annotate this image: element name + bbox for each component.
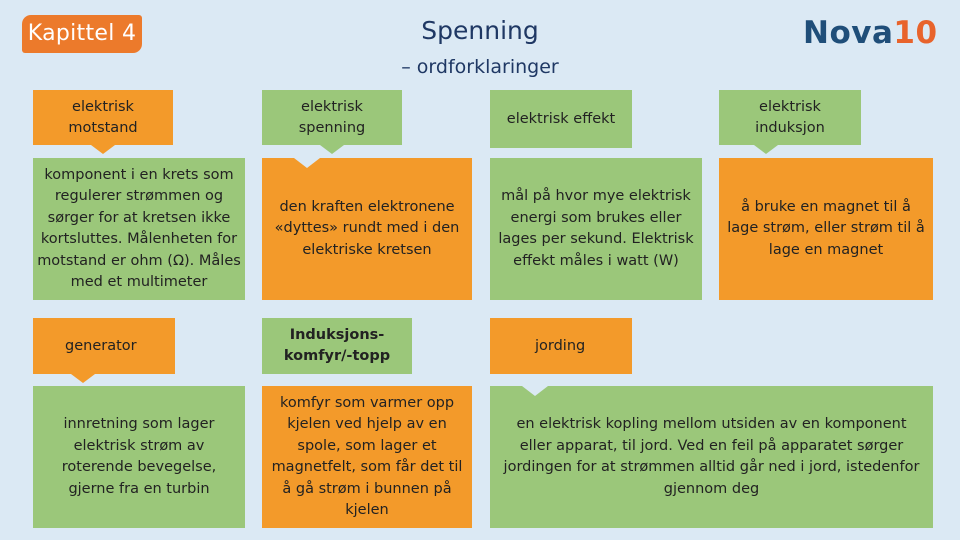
term-pointer: [91, 145, 115, 154]
term-pointer: [320, 145, 344, 154]
term-generator: [33, 318, 175, 374]
definition-text: innretning som lager elektrisk strøm av roterende bevegelse, gjerne fra en turbin: [61, 416, 217, 497]
chapter-badge: Kapittel 4: [22, 15, 142, 53]
definition-notch: [294, 158, 320, 168]
nova-logo: [803, 15, 938, 55]
term-elektrisk-induksjon: [719, 90, 861, 145]
definition-notch: [522, 386, 548, 396]
definition-text: den kraften elektronene «dyttes» rundt med i den elektriske kretsen: [274, 198, 460, 258]
definition-elektrisk-effekt: [490, 158, 702, 300]
term-label: elektrisk motstand: [68, 98, 138, 136]
logo-text: Nova: [803, 15, 894, 51]
term-label: generator: [65, 337, 137, 354]
term-pointer: [71, 374, 95, 383]
definition-text: komfyr som varmer opp kjelen ved hjelp av en spole, som lager et magnetfelt, som får det til å gå strøm i bunnen på kjelen: [271, 394, 463, 518]
term-jording: [490, 318, 632, 374]
definition-text: en elektrisk kopling mellom utsiden av en komponent eller apparat, til jord. Ved en feil på apparatet sørger jordingen for at strømmen alltid går ned i jord, istedenfor gjennom deg: [503, 416, 920, 497]
term-label: elektrisk effekt: [506, 110, 616, 127]
definition-text: komponent i en krets som regulerer strømmen og sørger for at kretsen ikke kortsluttes. Målenheten for motstand er ohm (Ω). Måles med et multimeter: [37, 166, 241, 290]
term-label: jording: [535, 337, 586, 354]
term-label: elektrisk spenning: [298, 98, 366, 136]
term-label: Induksjons-komfyr/-topp: [283, 327, 391, 364]
definition-text: å bruke en magnet til å lage strøm, eller strøm til å lage en magnet: [727, 198, 925, 258]
definition-elektrisk-spenning: [262, 158, 472, 300]
term-elektrisk-effekt: [490, 90, 632, 148]
page-subtitle: – ordforklaringer: [401, 56, 559, 78]
definition-generator: [33, 386, 245, 528]
page-title: Spenning: [421, 16, 539, 45]
definition-jording: [490, 386, 933, 528]
term-pointer: [754, 145, 778, 154]
logo-number: 10: [893, 15, 938, 51]
term-induksjonskomfyr: [262, 318, 412, 374]
definition-elektrisk-induksjon: [719, 158, 933, 300]
term-elektrisk-motstand: [33, 90, 173, 145]
definition-elektrisk-motstand: [33, 158, 245, 300]
definition-induksjonskomfyr: [262, 386, 472, 528]
definition-text: mål på hvor mye elektrisk energi som brukes eller lages per sekund. Elektrisk effekt måles i watt (W): [498, 188, 694, 269]
term-elektrisk-spenning: [262, 90, 402, 145]
term-label: elektrisk induksjon: [755, 98, 825, 136]
